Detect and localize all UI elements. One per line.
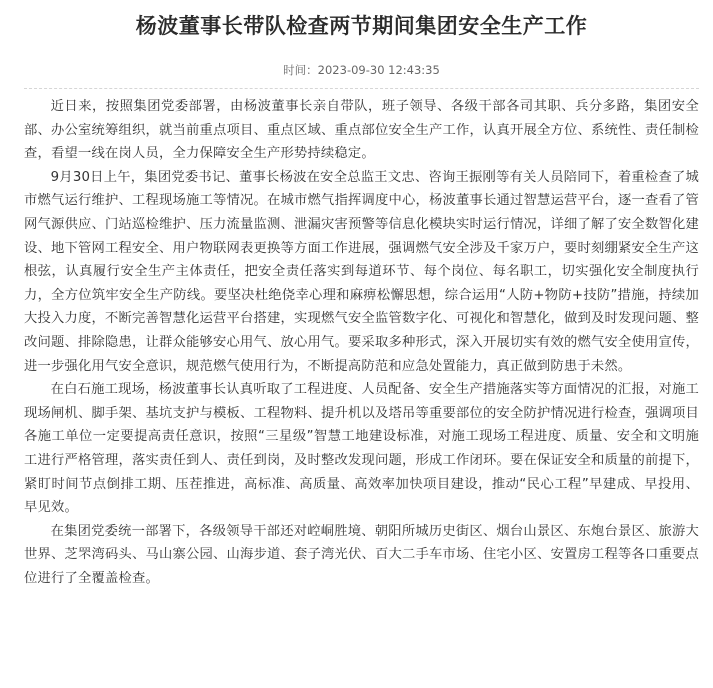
title-divider bbox=[24, 88, 699, 89]
publish-time-label: 时间： bbox=[283, 63, 318, 77]
article-title: 杨波董事长带队检查两节期间集团安全生产工作 bbox=[135, 14, 588, 38]
paragraph: 在白石施工现场，杨波董事长认真听取了工程进度、人员配备、安全生产措施落实等方面情况的汇报，对施工现场闸机、脚手架、基坑支护与模板、工程物料、提升机以及塔吊等重要部位的安全防护情况进行检查，强调项目各施工单位一定要提高责任意识，按照“三星级”智慧工地建设标准，对施工现场工程进度、质量、安全和文明施工进行严格管理，落实责任到人、责任到岗，及时整改发现问题，形成工作闭环。要在保证安全和质量的前提下，紧盯时间节点倒排工期、压茬推进，高标准、高质量、高效率加快项目建设，推动“民心工程”早建成、早投用、早见效。 bbox=[24, 382, 699, 516]
paragraph: 9月30日上午，集团党委书记、董事长杨波在安全总监王文忠、咨询王振刚等有关人员陪同下，着重检查了城市燃气运行维护、工程现场施工等情况。在城市燃气指挥调度中心，杨波董事长通过智慧运营平台，逐一查看了管网气源供应、门站巡检维护、压力流量监测、泄漏灾害预警等信息化模块实时运行情况，详细了解了安全数智化建设、地下管网工程安全、用户物联网表更换等方面工作进展，强调燃气安全涉及千家万户，要时刻绷紧安全生产这根弦，认真履行安全生产主体责任，把安全责任落实到每道环节、每个岗位、每名职工，切实强化安全制度执行力，全方位筑牢安全生产防线。要坚决杜绝侥幸心理和麻痹松懈思想，综合运用“人防+物防+技防”措施，持续加大投入力度，不断完善智慧化运营平台搭建，实现燃气安全监管数字化、可视化和智慧化，做到及时发现问题、整改问题、排除隐患，让群众能够安心用气、放心用气。要采取多种形式，深入开展切实有效的燃气安全使用宣传，进一步强化用气安全意识，规范燃气使用行为，不断提高防范和应急处置能力，真正做到防患于未然。 bbox=[24, 169, 699, 374]
paragraph: 在集团党委统一部署下，各级领导干部还对崆峒胜境、朝阳所城历史街区、烟台山景区、东炮台景区、旅游大世界、芝罘湾码头、马山寨公园、山海步道、套子湾光伏、百大二手车市场、住宅小区、安置房工程等各口重要点位进行了全覆盖检查。 bbox=[24, 523, 699, 586]
publish-time bbox=[24, 62, 699, 78]
publish-time-value: 2023-09-30 12:43:35 bbox=[317, 63, 440, 77]
article-body bbox=[24, 95, 699, 590]
paragraph: 近日来，按照集团党委部署，由杨波董事长亲自带队，班子领导、各级干部各司其职、兵分多路，集团安全部、办公室统筹组织，就当前重点项目、重点区域、重点部位安全生产工作，认真开展全方位、系统性、责任制检查，看望一线在岗人员，全力保障安全生产形势持续稳定。 bbox=[24, 99, 699, 162]
